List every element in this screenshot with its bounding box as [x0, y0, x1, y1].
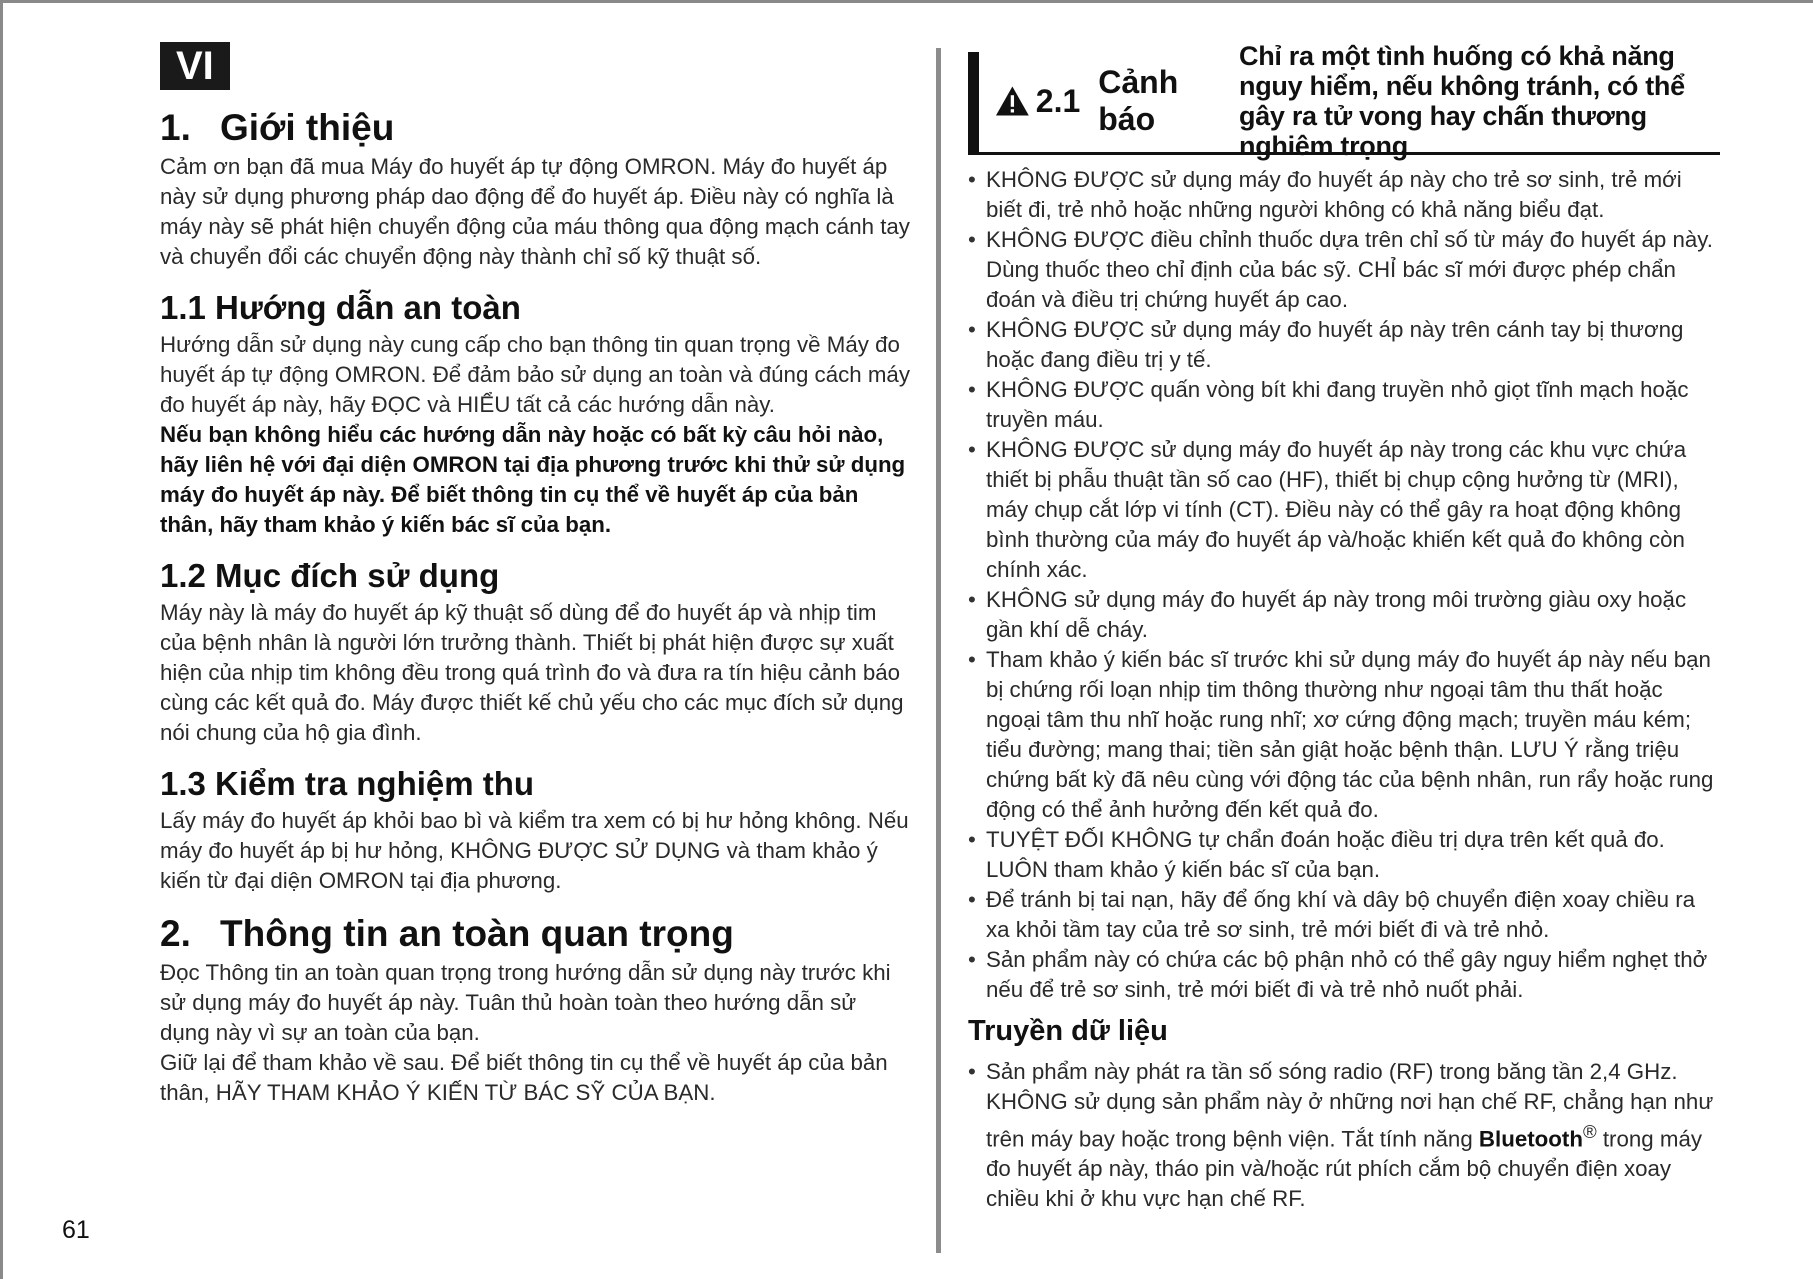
section-1-title: Giới thiệu: [220, 107, 395, 148]
section-1-3-heading: 1.3 Kiểm tra nghiệm thu: [160, 765, 535, 802]
warning-item: • TUYỆT ĐỐI KHÔNG tự chẩn đoán hoặc điều trị dựa trên kết quả đo. LUÔN tham khảo ý kiến bác sĩ của bạn.: [968, 825, 1720, 885]
warning-item: • KHÔNG sử dụng máy đo huyết áp này trong môi trường giàu oxy hoặc gần khí dễ cháy.: [968, 585, 1720, 645]
data-transfer-heading: Truyền dữ liệu: [968, 1015, 1168, 1047]
warning-item: • KHÔNG ĐƯỢC sử dụng máy đo huyết áp này trong các khu vực chứa thiết bị phẫu thuật tần số cao (HF), thiết bị chụp cộng hưởng từ (MRI), máy chụp cắt lớp vi tính (CT). Điều này có thể gây ra hoạt động không bình thường của máy đo huyết áp và/hoặc khiến kết quả đo không còn chính xác.: [968, 435, 1720, 585]
warning-item: • Tham khảo ý kiến bác sĩ trước khi sử dụng máy đo huyết áp này nếu bạn bị chứng rối loạn nhịp tim thông thường như ngoại tâm thu thất hoặc ngoại tâm thu nhĩ hoặc rung nhĩ; xơ cứng động mạch; truyền máu kém; tiểu đường; mang thai; tiền sản giật hoặc bệnh thận. LƯU Ý rằng triệu chứng bất kỳ đã nêu cùng với động tác của bệnh nhân, run rẩy hoặc rung động có thể ảnh hưởng đến kết quả đo.: [968, 645, 1720, 825]
warning-item: • KHÔNG ĐƯỢC quấn vòng bít khi đang truyền nhỏ giọt tĩnh mạch hoặc truyền máu.: [968, 375, 1720, 435]
language-badge: VI: [160, 42, 230, 90]
data-transfer-text-before: Sản phẩm này phát ra tần số sóng radio (RF) trong băng tần 2,4 GHz. KHÔNG sử dụng sản phẩm này ở những nơi hạn chế RF, chẳng hạn như trên máy bay hoặc trong bệnh viện. Tắt tính năng: [986, 1059, 1714, 1152]
section-1-text: Cảm ơn bạn đã mua Máy đo huyết áp tự động OMRON. Máy đo huyết áp này sử dụng phương pháp dao động để đo huyết áp. Điều này có nghĩa là máy này sẽ phát hiện chuyển động của máu thông qua động mạch cánh tay và chuyển đổi các chuyển động này thành chỉ số kỹ thuật số.: [160, 154, 910, 269]
section-1-1-plain: Hướng dẫn sử dụng này cung cấp cho bạn thông tin quan trọng về Máy đo huyết áp tự động OMRON. Để đảm bảo sử dụng an toàn và đúng cách máy đo huyết áp này, hãy ĐỌC và HIỂU tất cả các hướng dẫn này.: [160, 332, 910, 417]
page-number: 61: [62, 1216, 90, 1244]
warning-title: [995, 64, 1239, 138]
section-1-2-heading: 1.2 Mục đích sử dụng: [160, 557, 500, 594]
warning-description: Chỉ ra một tình huống có khả năng nguy hiểm, nếu không tránh, có thể gây ra tử vong hay chấn thương nghiêm trọng: [1239, 41, 1685, 161]
section-2-text-2: Giữ lại để tham khảo về sau. Để biết thông tin cụ thể về huyết áp của bản thân, HÃY THAM KHẢO Ý KIẾN TỪ BÁC SỸ CỦA BẠN.: [160, 1050, 888, 1105]
left-column: [160, 42, 910, 1108]
section-1-1-bold: Nếu bạn không hiểu các hướng dẫn này hoặc có bất kỳ câu hỏi nào, hãy liên hệ với đại diện OMRON tại địa phương trước khi thử sử dụng máy đo huyết áp này. Để biết thông tin cụ thể về huyết áp của bản thân, hãy tham khảo ý kiến bác sĩ của bạn.: [160, 422, 906, 537]
section-1-1-heading: 1.1 Hướng dẫn an toàn: [160, 289, 521, 326]
bluetooth-term: Bluetooth: [1478, 1126, 1583, 1152]
section-2-number: 2.: [160, 913, 191, 954]
section-1-1-text: [160, 330, 910, 540]
warning-header: [968, 41, 1720, 161]
warning-item: • KHÔNG ĐƯỢC sử dụng máy đo huyết áp này trên cánh tay bị thương hoặc đang điều trị y tế.: [968, 315, 1720, 375]
section-1-3-text: Lấy máy đo huyết áp khỏi bao bì và kiểm tra xem có bị hư hỏng không. Nếu máy đo huyết áp bị hư hỏng, KHÔNG ĐƯỢC SỬ DỤNG và tham khảo ý kiến từ đại diện OMRON tại địa phương.: [160, 808, 909, 893]
page-border-top: [0, 0, 1813, 3]
warning-number: 2.1: [1035, 82, 1081, 119]
warning-item: • KHÔNG ĐƯỢC sử dụng máy đo huyết áp này cho trẻ sơ sinh, trẻ mới biết đi, trẻ nhỏ hoặc những người không có khả năng biểu đạt.: [968, 165, 1720, 225]
data-transfer-text-after: trong máy đo huyết áp này, tháo pin và/hoặc rút phích cắm bộ chuyển điện xoay chiều khi ở khu vực hạn chế RF.: [986, 1126, 1702, 1212]
section-1-2-text: Máy này là máy đo huyết áp kỹ thuật số dùng để đo huyết áp và nhịp tim của bệnh nhân là người lớn trưởng thành. Thiết bị phát hiện được sự xuất hiện của nhịp tim không đều trong quá trình đo và đưa ra tín hiệu cảnh báo cùng các kết quả đo. Máy được thiết kế chủ yếu cho các mục đích sử dụng nói chung của hộ gia đình.: [160, 600, 904, 745]
section-2-heading: [160, 912, 910, 956]
warning-triangle-icon: [995, 85, 1030, 117]
section-2-text: Đọc Thông tin an toàn quan trọng trong hướng dẫn sử dụng này trước khi sử dụng máy đo huyết áp này. Tuân thủ hoàn toàn theo hướng dẫn sử dụng này vì sự an toàn của bạn.: [160, 960, 891, 1045]
section-1-number: 1.: [160, 107, 191, 148]
section-2-title: Thông tin an toàn quan trọng: [220, 913, 734, 954]
column-divider: [936, 48, 941, 1253]
page-border-left: [0, 0, 3, 1279]
data-transfer-list: [968, 1057, 1720, 1214]
warning-label: Cảnh báo: [1098, 64, 1179, 137]
data-transfer-item: [968, 1057, 1720, 1214]
warning-item: • KHÔNG ĐƯỢC điều chỉnh thuốc dựa trên chỉ số từ máy đo huyết áp này. Dùng thuốc theo chỉ định của bác sỹ. CHỈ bác sĩ mới được phép chẩn đoán và điều trị chứng huyết áp cao.: [968, 225, 1720, 315]
warning-item: • Sản phẩm này có chứa các bộ phận nhỏ có thể gây nguy hiểm nghẹt thở nếu để trẻ sơ sinh, trẻ mới biết đi và trẻ nhỏ nuốt phải.: [968, 945, 1720, 1005]
warning-item: • Để tránh bị tai nạn, hãy để ống khí và dây bộ chuyển điện xoay chiều ra xa khỏi tầm tay của trẻ sơ sinh, trẻ mới biết đi và trẻ nhỏ.: [968, 885, 1720, 945]
warning-list: [968, 165, 1720, 1005]
registered-mark: ®: [1582, 1121, 1597, 1142]
section-1-heading: [160, 106, 910, 150]
right-column: [968, 41, 1720, 1214]
